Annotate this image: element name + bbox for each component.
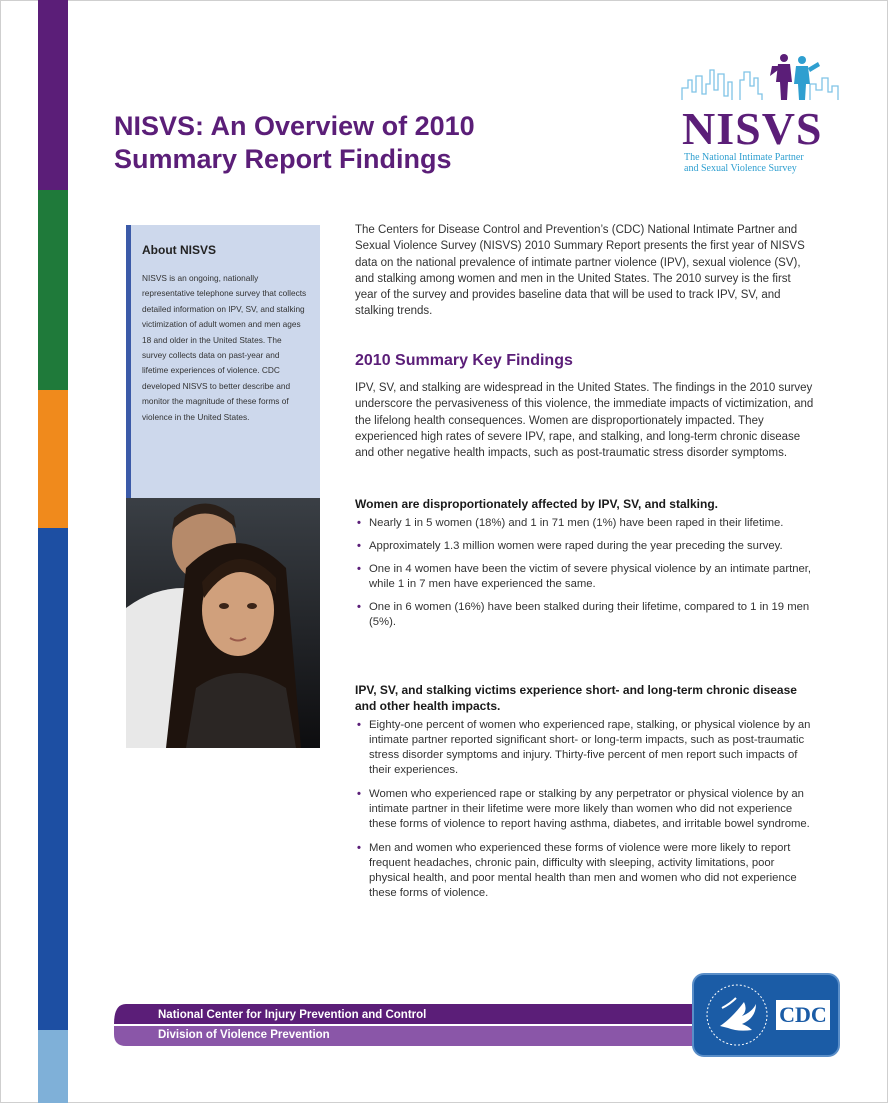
about-sidebar bbox=[126, 225, 320, 498]
list-item: • Eighty-one percent of women who experienced rape, stalking, or physical violence by an intimate partner reported significant short- or long-term impacts, such as post-traumatic stress disorder symptoms and injury. Thirty-five percent of men report such impacts of their experiences. bbox=[355, 718, 815, 778]
footer-division-name: Division of Violence Prevention bbox=[158, 1029, 330, 1041]
key-findings-paragraph: IPV, SV, and stalking are widespread in the United States. The findings in the 2010 survey underscore the pervasiveness of this violence, the immediate impacts of victimization, and the lifelong health consequences. Women are disproportionately impacted. They experienced high rates of severe IPV, rape, and stalking, and long-term chronic disease and other negative health impacts, such as post-traumatic stress disorder symptoms. bbox=[355, 382, 814, 460]
city-skyline-people-icon bbox=[680, 50, 850, 106]
cdc-wordmark: CDC bbox=[776, 1000, 830, 1030]
section-1-list bbox=[355, 516, 815, 630]
hhs-eagle-icon bbox=[702, 980, 772, 1050]
list-item: • Men and women who experienced these forms of violence were more likely to report frequent headaches, chronic pain, difficulty with sleeping, activity limitations, poor physical health, and poor mental health than men and women who did not experience these forms of violence. bbox=[355, 841, 815, 901]
key-findings-heading: 2010 Summary Key Findings bbox=[355, 352, 573, 369]
logo-subtitle-line-1: The National Intimate Partner bbox=[684, 152, 804, 163]
list-item: • Women who experienced rape or stalking by any perpetrator or physical violence by an intimate partner in their lifetime were more likely than women who did not experience these forms of violence to report having asthma, diabetes, and irritable bowel syndrome. bbox=[355, 787, 815, 832]
section-2-heading: IPV, SV, and stalking victims experience short- and long-term chronic disease and other health impacts. bbox=[355, 683, 797, 713]
sidebar-body: NISVS is an ongoing, nationally representative telephone survey that collects detailed information on IPV, SV, and stalking victimization of adult women and men ages 18 and older in the United States. The survey collects data on past-year and lifetime experiences of violence. CDC developed NISVS to better describe and monitor the magnitude of these forms of violence in the United States. bbox=[142, 273, 307, 422]
section-1-heading: Women are disproportionately affected by IPV, SV, and stalking. bbox=[355, 497, 718, 511]
nisvs-wordmark: NISVS bbox=[682, 103, 823, 154]
logo-subtitle bbox=[684, 152, 854, 174]
list-item: • One in 6 women (16%) have been stalked during their lifetime, compared to 1 in 19 men (5%). bbox=[355, 600, 815, 630]
photo-illustration bbox=[126, 498, 320, 748]
list-item: • One in 4 women have been the victim of severe physical violence by an intimate partner, while 1 in 7 men have experienced the same. bbox=[355, 562, 815, 592]
stripe-light-blue bbox=[38, 1030, 68, 1103]
logo-subtitle-line-2: and Sexual Violence Survey bbox=[684, 163, 797, 174]
page-title bbox=[114, 110, 554, 176]
footer-center-name: National Center for Injury Prevention and Control bbox=[158, 1009, 427, 1021]
stripe-purple bbox=[38, 0, 68, 190]
stripe-orange bbox=[38, 390, 68, 528]
title-line-2: Summary Report Findings bbox=[114, 144, 452, 174]
stripe-green bbox=[38, 190, 68, 390]
list-item: • Nearly 1 in 5 women (18%) and 1 in 71 men (1%) have been raped in their lifetime. bbox=[355, 516, 815, 531]
stripe-blue bbox=[38, 528, 68, 1030]
intro-paragraph: The Centers for Disease Control and Prevention’s (CDC) National Intimate Partner and Sexual Violence Survey (NISVS) 2010 Summary Report presents the first year of NISVS data on the national prevalence of intimate partner violence (IPV), sexual violence (SV), and stalking among women and men in the United States. The 2010 survey is the first year of the survey and provides baseline data that will be used to track IPV, SV, and stalking trends. bbox=[355, 224, 805, 318]
section-2-list bbox=[355, 718, 815, 901]
sidebar-heading: About NISVS bbox=[142, 243, 216, 257]
cdc-logo bbox=[692, 973, 840, 1057]
list-item: • Approximately 1.3 million women were raped during the year preceding the survey. bbox=[355, 539, 815, 554]
people-photo bbox=[126, 498, 320, 748]
nisvs-logo bbox=[676, 50, 856, 180]
title-line-1: NISVS: An Overview of 2010 bbox=[114, 111, 475, 141]
